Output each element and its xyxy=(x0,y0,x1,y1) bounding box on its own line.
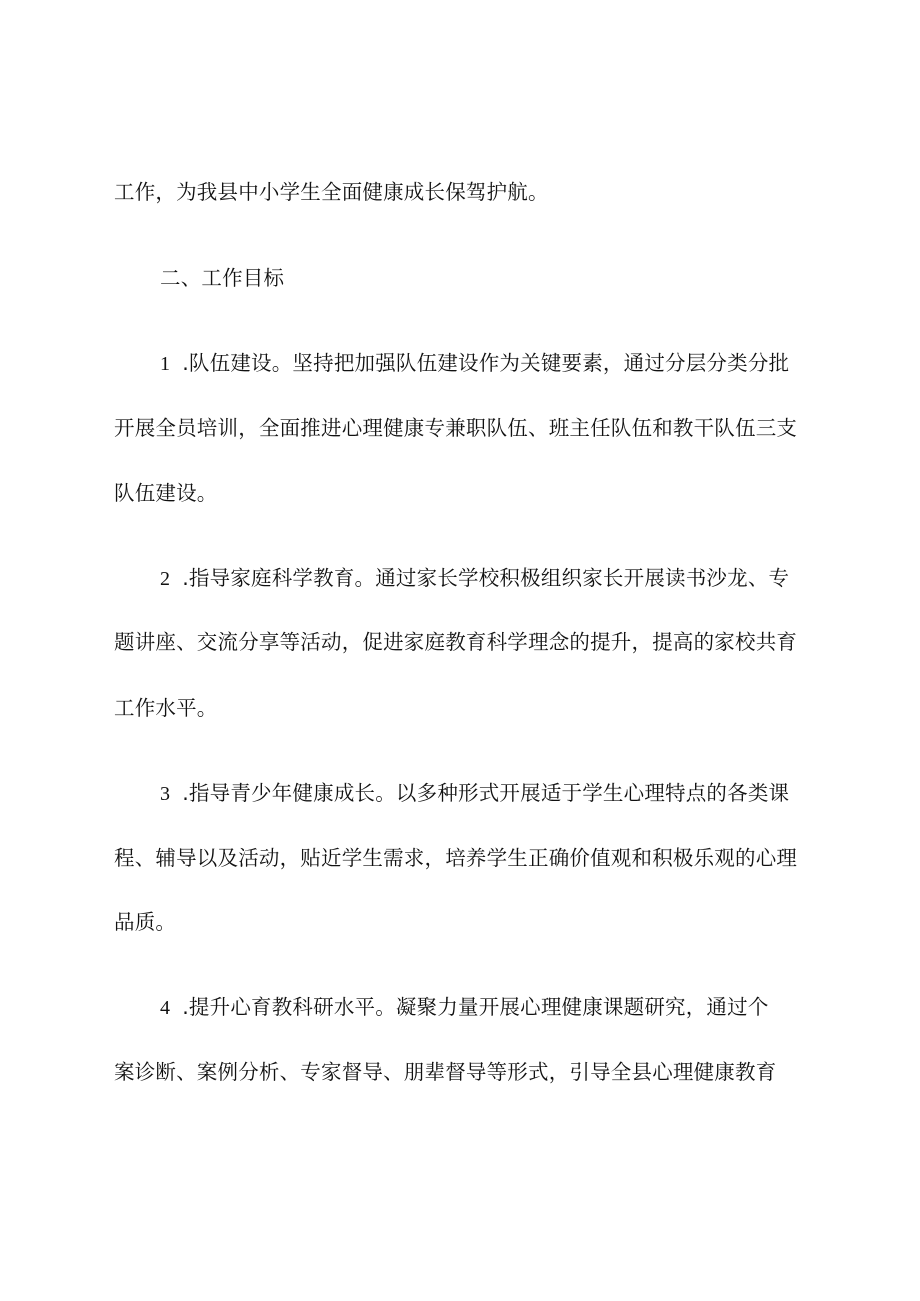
list-item-2-first-line xyxy=(160,563,789,594)
paragraph-line: 工作水平。 xyxy=(114,696,218,720)
list-item-3-first-line xyxy=(160,778,789,809)
list-text: .指导青少年健康成长。以多种形式开展适于学生心理特点的各类课 xyxy=(182,781,790,805)
paragraph-line: 题讲座、交流分享等活动，促进家庭教育科学理念的提升，提高的家校共育 xyxy=(114,630,798,654)
paragraph-line: 开展全员培训，全面推进心理健康专兼职队伍、班主任队伍和教干队伍三支 xyxy=(114,416,798,440)
list-item-4-first-line xyxy=(160,992,769,1023)
paragraph-line: 队伍建设。 xyxy=(114,481,218,505)
paragraph-line: 工作，为我县中小学生全面健康成长保驾护航。 xyxy=(114,180,549,204)
list-number: 4 xyxy=(160,997,171,1019)
list-item-1-first-line xyxy=(160,348,789,379)
list-number: 2 xyxy=(160,568,171,590)
section-heading: 二、工作目标 xyxy=(160,266,285,290)
paragraph-line: 品质。 xyxy=(114,910,177,934)
paragraph-line: 程、辅导以及活动，贴近学生需求，培养学生正确价值观和积极乐观的心理 xyxy=(114,846,798,870)
list-number: 3 xyxy=(160,783,171,805)
list-number: 1 xyxy=(160,353,171,375)
list-text: .指导家庭科学教育。通过家长学校积极组织家长开展读书沙龙、专 xyxy=(182,566,790,590)
paragraph-line: 案诊断、案例分析、专家督导、朋辈督导等形式，引导全县心理健康教育 xyxy=(114,1060,777,1084)
list-text: .队伍建设。坚持把加强队伍建设作为关键要素，通过分层分类分批 xyxy=(182,351,790,375)
list-text: .提升心育教科研水平。凝聚力量开展心理健康课题研究，通过个 xyxy=(182,995,769,1019)
